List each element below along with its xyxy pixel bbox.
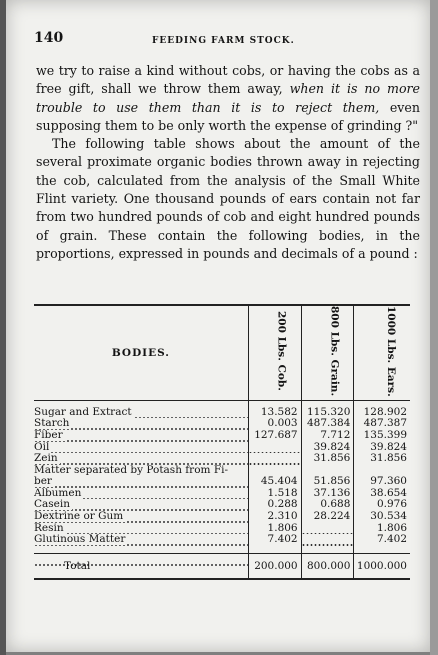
cell-cob: 7.402 (248, 534, 301, 546)
running-head: FEEDING FARM STOCK. (152, 36, 295, 46)
table-spacer (34, 546, 410, 554)
table-row (34, 523, 410, 535)
table-row (34, 534, 410, 546)
cell-grain: 115.320 (301, 407, 354, 419)
table-row (34, 499, 410, 511)
total-cob: 200.000 (248, 553, 301, 579)
cell-cob: 1.806 (248, 523, 301, 535)
cell-grain: 487.384 (301, 418, 354, 430)
paragraph-1-emphasis: when it is no more trouble to use them than it is to reject them, (36, 81, 421, 115)
cell-grain: 7.712 (301, 430, 354, 442)
cell-grain: 39.824 (301, 442, 354, 454)
cell-cob: 13.582 (248, 407, 301, 419)
header-cob-label: 200 Lbs. Cob. (275, 311, 288, 392)
table-row (34, 407, 410, 419)
cell-grain: 31.856 (301, 453, 354, 465)
table-row (34, 488, 410, 500)
cell-ears: 0.976 (354, 499, 410, 511)
row-label: Fiber (34, 430, 248, 442)
table-total-row (34, 553, 410, 579)
cell-ears: 487.387 (354, 418, 410, 430)
total-label: Total (34, 553, 248, 579)
cell-ears: 135.399 (354, 430, 410, 442)
cell-ears: 7.402 (354, 534, 410, 546)
row-label: Zein (34, 453, 248, 465)
cell-cob (248, 453, 301, 465)
row-label: Starch (34, 418, 248, 430)
page-header (34, 30, 414, 50)
cell-ears: 97.360 (354, 476, 410, 488)
table-row (34, 453, 410, 465)
table-row (34, 476, 410, 488)
paragraph-1 (36, 62, 420, 135)
total-grain: 800.000 (301, 553, 354, 579)
row-label: Matter separated by Potash from Fi- (34, 464, 229, 476)
table-row (34, 442, 410, 454)
header-grain (301, 305, 354, 400)
header-grain-label: 800 Lbs. Grain. (328, 306, 341, 397)
cell-grain (301, 523, 354, 535)
row-label: Casein (34, 499, 248, 511)
row-label: Glutinous Matter (34, 534, 248, 546)
row-label: Oil (34, 442, 248, 454)
cell-grain (301, 534, 354, 546)
paragraph-1-text-b: even supposing them to be only worth the expense of grinding ?" (36, 99, 420, 133)
cell-cob: 45.404 (248, 476, 301, 488)
row-label: ber (34, 476, 248, 488)
cell-grain: 51.856 (301, 476, 354, 488)
row-label: Resin (34, 523, 248, 535)
cell-cob: 1.518 (248, 488, 301, 500)
cell-grain: 37.136 (301, 488, 354, 500)
cell-ears: 38.654 (354, 488, 410, 500)
cell-ears: 30.534 (354, 511, 410, 523)
cell-cob (248, 442, 301, 454)
header-ears (354, 305, 410, 400)
header-ears-label: 1000 Lbs. Ears. (385, 306, 397, 397)
cell-cob: 0.003 (248, 418, 301, 430)
table-header-row (34, 305, 410, 400)
page-number: 140 (34, 30, 64, 46)
header-bodies: BODIES. (34, 305, 248, 400)
cell-ears: 31.856 (354, 453, 410, 465)
cell-cob: 0.288 (248, 499, 301, 511)
cell-grain: 0.688 (301, 499, 354, 511)
table-row (34, 418, 410, 430)
table-row (34, 465, 410, 477)
table-row (34, 511, 410, 523)
row-label: Dextrine or Gum (34, 511, 248, 523)
cell-ears: 1.806 (354, 523, 410, 535)
table-row (34, 430, 410, 442)
body-text (36, 62, 420, 263)
cell-ears: 128.902 (354, 407, 410, 419)
row-label: Sugar and Extract (34, 407, 248, 419)
scan-right-edge (430, 0, 438, 655)
cell-cob: 127.687 (248, 430, 301, 442)
header-cob (248, 305, 301, 400)
cell-ears: 39.824 (354, 442, 410, 454)
composition-table (34, 304, 410, 580)
paragraph-1-text-a: we try to raise a kind without cobs, or having the cobs as a free gift, shall we throw them away, (36, 63, 420, 97)
total-ears: 1000.000 (354, 553, 410, 579)
cell-grain: 28.224 (301, 511, 354, 523)
cell-cob: 2.310 (248, 511, 301, 523)
row-label: Albumen (34, 488, 248, 500)
paragraph-2: The following table shows about the amount of the several proximate organic bodies thrown away in rejecting the cob, calculated from the analysis of the Small White Flint variety. One thousand pounds of ears contain not far from two hundred pounds of cob and eight hundred pounds of grain. These contain the following bodies, in the proportions, expressed in pounds and decimals of a pound : (36, 136, 420, 261)
